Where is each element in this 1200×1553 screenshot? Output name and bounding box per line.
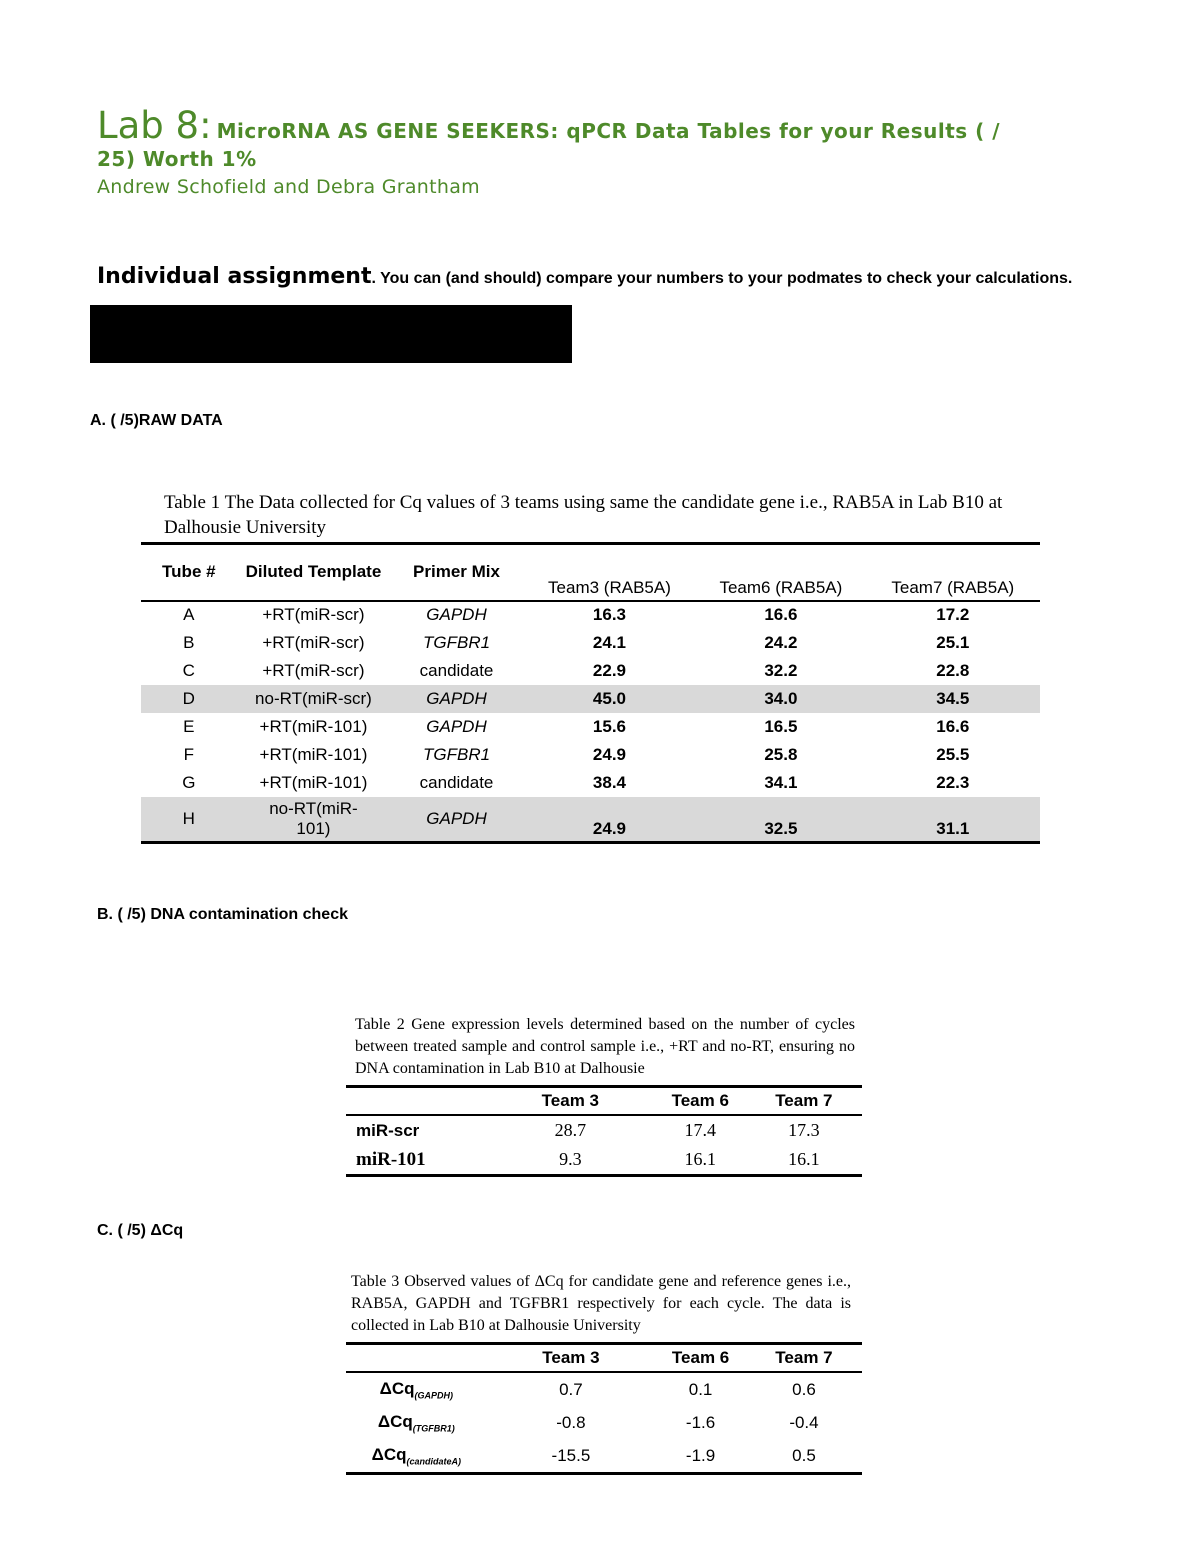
page-title (97, 104, 1000, 147)
team7-cell: -0.4 (789, 1412, 819, 1432)
template-cell: +RT(miR-scr) (262, 660, 365, 680)
team6-cell: -1.6 (685, 1412, 716, 1432)
dna-contamination-table (346, 1085, 862, 1177)
team6-cell: 34.0 (696, 685, 865, 713)
primer-cell: TGFBR1 (422, 632, 491, 652)
row-label-sub: (candidateA) (406, 1456, 462, 1467)
primer-cell: TGFBR1 (422, 744, 491, 764)
team6-cell: 32.5 (696, 797, 865, 843)
header-team3: Team 3 (541, 1091, 599, 1110)
team7-cell: 25.1 (936, 632, 970, 652)
row-label-main: ΔCq (377, 1411, 413, 1431)
row-label-main: ΔCq (371, 1444, 407, 1464)
team3-cell: 22.9 (592, 660, 626, 680)
table-header-row (346, 1344, 862, 1373)
authors: Andrew Schofield and Debra Grantham (97, 176, 480, 198)
row-label-main: ΔCq (379, 1378, 415, 1398)
team6-cell: 24.2 (764, 632, 798, 652)
team7-cell: 25.5 (936, 744, 970, 764)
team6-cell: 0.1 (688, 1379, 713, 1399)
row-label (346, 1439, 487, 1474)
table-row (346, 1372, 862, 1406)
team7-cell: 16.6 (936, 716, 970, 736)
team7-cell: 17.2 (936, 605, 970, 624)
header-team3: Team 3 (542, 1348, 600, 1367)
tube-cell: F (183, 744, 194, 764)
primer-cell: candidate (419, 660, 494, 680)
primer-cell: GAPDH (390, 685, 523, 713)
table-row (141, 797, 1040, 843)
primer-cell: candidate (419, 772, 494, 792)
table1-caption: Table 1 The Data collected for Cq values of 3 teams using same the candidate gene i.e., RAB5A in Lab B10 at Dalhousie University (164, 492, 1003, 538)
team3-cell: -15.5 (551, 1445, 591, 1465)
table-row (141, 713, 1040, 741)
header-empty (346, 1344, 487, 1373)
tube-cell: E (183, 716, 195, 736)
header-tube: Tube # (162, 562, 216, 582)
table3-caption: Table 3 Observed values of ΔCq for candidate gene and reference genes i.e., RAB5A, GAPDH and TGFBR1 respectively for each cycle. The data is collected in Lab B10 at Dalhousie University (351, 1273, 851, 1334)
tube-cell: A (183, 605, 195, 624)
redaction-box (90, 305, 572, 363)
team6-cell: 16.1 (684, 1149, 717, 1169)
header-primer: Primer Mix (413, 562, 500, 582)
tube-cell: G (182, 772, 196, 792)
table-row (346, 1115, 862, 1145)
primer-cell: GAPDH (426, 605, 487, 624)
template-cell: +RT(miR-101) (259, 716, 368, 736)
row-label-sub: (GAPDH) (414, 1390, 453, 1401)
team3-cell: 28.7 (554, 1120, 587, 1140)
template-cell (237, 797, 391, 843)
row-label (346, 1406, 487, 1439)
template-cell: +RT(miR-scr) (262, 605, 365, 624)
section-a-heading: A. ( /5)RAW DATA (90, 412, 223, 429)
template-cell: no-RT(miR-scr) (237, 685, 391, 713)
team6-cell: 25.8 (764, 744, 798, 764)
table-header-row (141, 544, 1040, 601)
title-text: MicroRNA AS GENE SEEKERS: qPCR Data Tables for your Results ( / (216, 119, 1001, 143)
team3-cell: 24.9 (523, 797, 696, 843)
template-cell: +RT(miR-101) (259, 772, 368, 792)
team7-cell: 17.3 (788, 1120, 820, 1140)
team3-cell: 24.1 (592, 632, 626, 652)
header-template: Diluted Template (245, 562, 382, 582)
team6-cell: 17.4 (684, 1120, 717, 1140)
section-b-heading: B. ( /5) DNA contamination check (97, 906, 348, 923)
table-row (141, 769, 1040, 797)
table-row (141, 601, 1040, 629)
assignment-instructions: . You can (and should) compare your numbers to your podmates to check your calculations. (371, 270, 1073, 287)
template-cell: +RT(miR-101) (259, 744, 368, 764)
section-c-heading: C. ( /5) ΔCq (97, 1222, 184, 1239)
team7-cell: 0.6 (792, 1379, 816, 1399)
tube-cell: B (183, 632, 195, 652)
team6-cell: -1.9 (685, 1445, 716, 1465)
header-empty (346, 1087, 486, 1116)
table-header-row (346, 1087, 862, 1116)
team3-cell: -0.8 (556, 1412, 586, 1432)
row-label: miR-101 (356, 1148, 426, 1170)
header-team6: Team6 (RAB5A) (719, 577, 843, 597)
delta-cq-table (346, 1342, 862, 1475)
table-row (141, 629, 1040, 657)
title-continuation: 25) Worth 1% (97, 147, 257, 171)
team7-cell: 22.8 (936, 660, 970, 680)
table-row (346, 1406, 862, 1439)
table-row (346, 1145, 862, 1176)
team3-cell: 38.4 (592, 772, 626, 792)
title-lab-number: Lab 8: (97, 104, 212, 147)
team3-cell: 9.3 (559, 1149, 582, 1169)
row-label: miR-scr (356, 1120, 420, 1140)
tube-cell: H (141, 797, 237, 843)
team7-cell: 31.1 (866, 797, 1040, 843)
header-team7: Team7 (RAB5A) (891, 577, 1015, 597)
team6-cell: 34.1 (764, 772, 798, 792)
team7-cell: 0.5 (792, 1445, 816, 1465)
header-team3: Team3 (RAB5A) (548, 577, 671, 597)
team7-cell: 34.5 (866, 685, 1040, 713)
team6-cell: 16.6 (764, 605, 798, 624)
team6-cell: 16.5 (764, 716, 798, 736)
assignment-heading: Individual assignment (97, 264, 372, 289)
header-team6: Team 6 (671, 1091, 729, 1110)
team3-cell: 0.7 (559, 1379, 583, 1399)
row-label (346, 1372, 487, 1406)
header-team7: Team 7 (775, 1091, 833, 1110)
tube-cell: C (182, 660, 195, 680)
row-label-sub: (TGFBR1) (412, 1423, 455, 1434)
table-row (141, 657, 1040, 685)
raw-data-table (141, 542, 1040, 844)
team3-cell: 24.9 (592, 744, 626, 764)
header-team7: Team 7 (775, 1348, 833, 1367)
team7-cell: 16.1 (788, 1149, 820, 1169)
table-row (141, 741, 1040, 769)
table-row (141, 685, 1040, 713)
header-team6: Team 6 (671, 1348, 730, 1367)
primer-cell: GAPDH (390, 797, 523, 843)
team3-cell: 16.3 (592, 605, 626, 624)
team6-cell: 32.2 (764, 660, 798, 680)
primer-cell: GAPDH (426, 716, 487, 736)
template-cell: +RT(miR-scr) (262, 632, 365, 652)
template-cell-text: no-RT(miR-101) (269, 798, 358, 838)
table2-caption: Table 2 Gene expression levels determined based on the number of cycles between treated sample and control sample i.e., +RT and no-RT, ensuring no DNA contamination in Lab B10 at Dalhousie (355, 1016, 855, 1077)
team3-cell: 15.6 (592, 716, 626, 736)
table-row (346, 1439, 862, 1474)
team7-cell: 22.3 (936, 772, 970, 792)
assignment-note (97, 264, 1072, 289)
team3-cell: 45.0 (523, 685, 696, 713)
tube-cell: D (141, 685, 237, 713)
